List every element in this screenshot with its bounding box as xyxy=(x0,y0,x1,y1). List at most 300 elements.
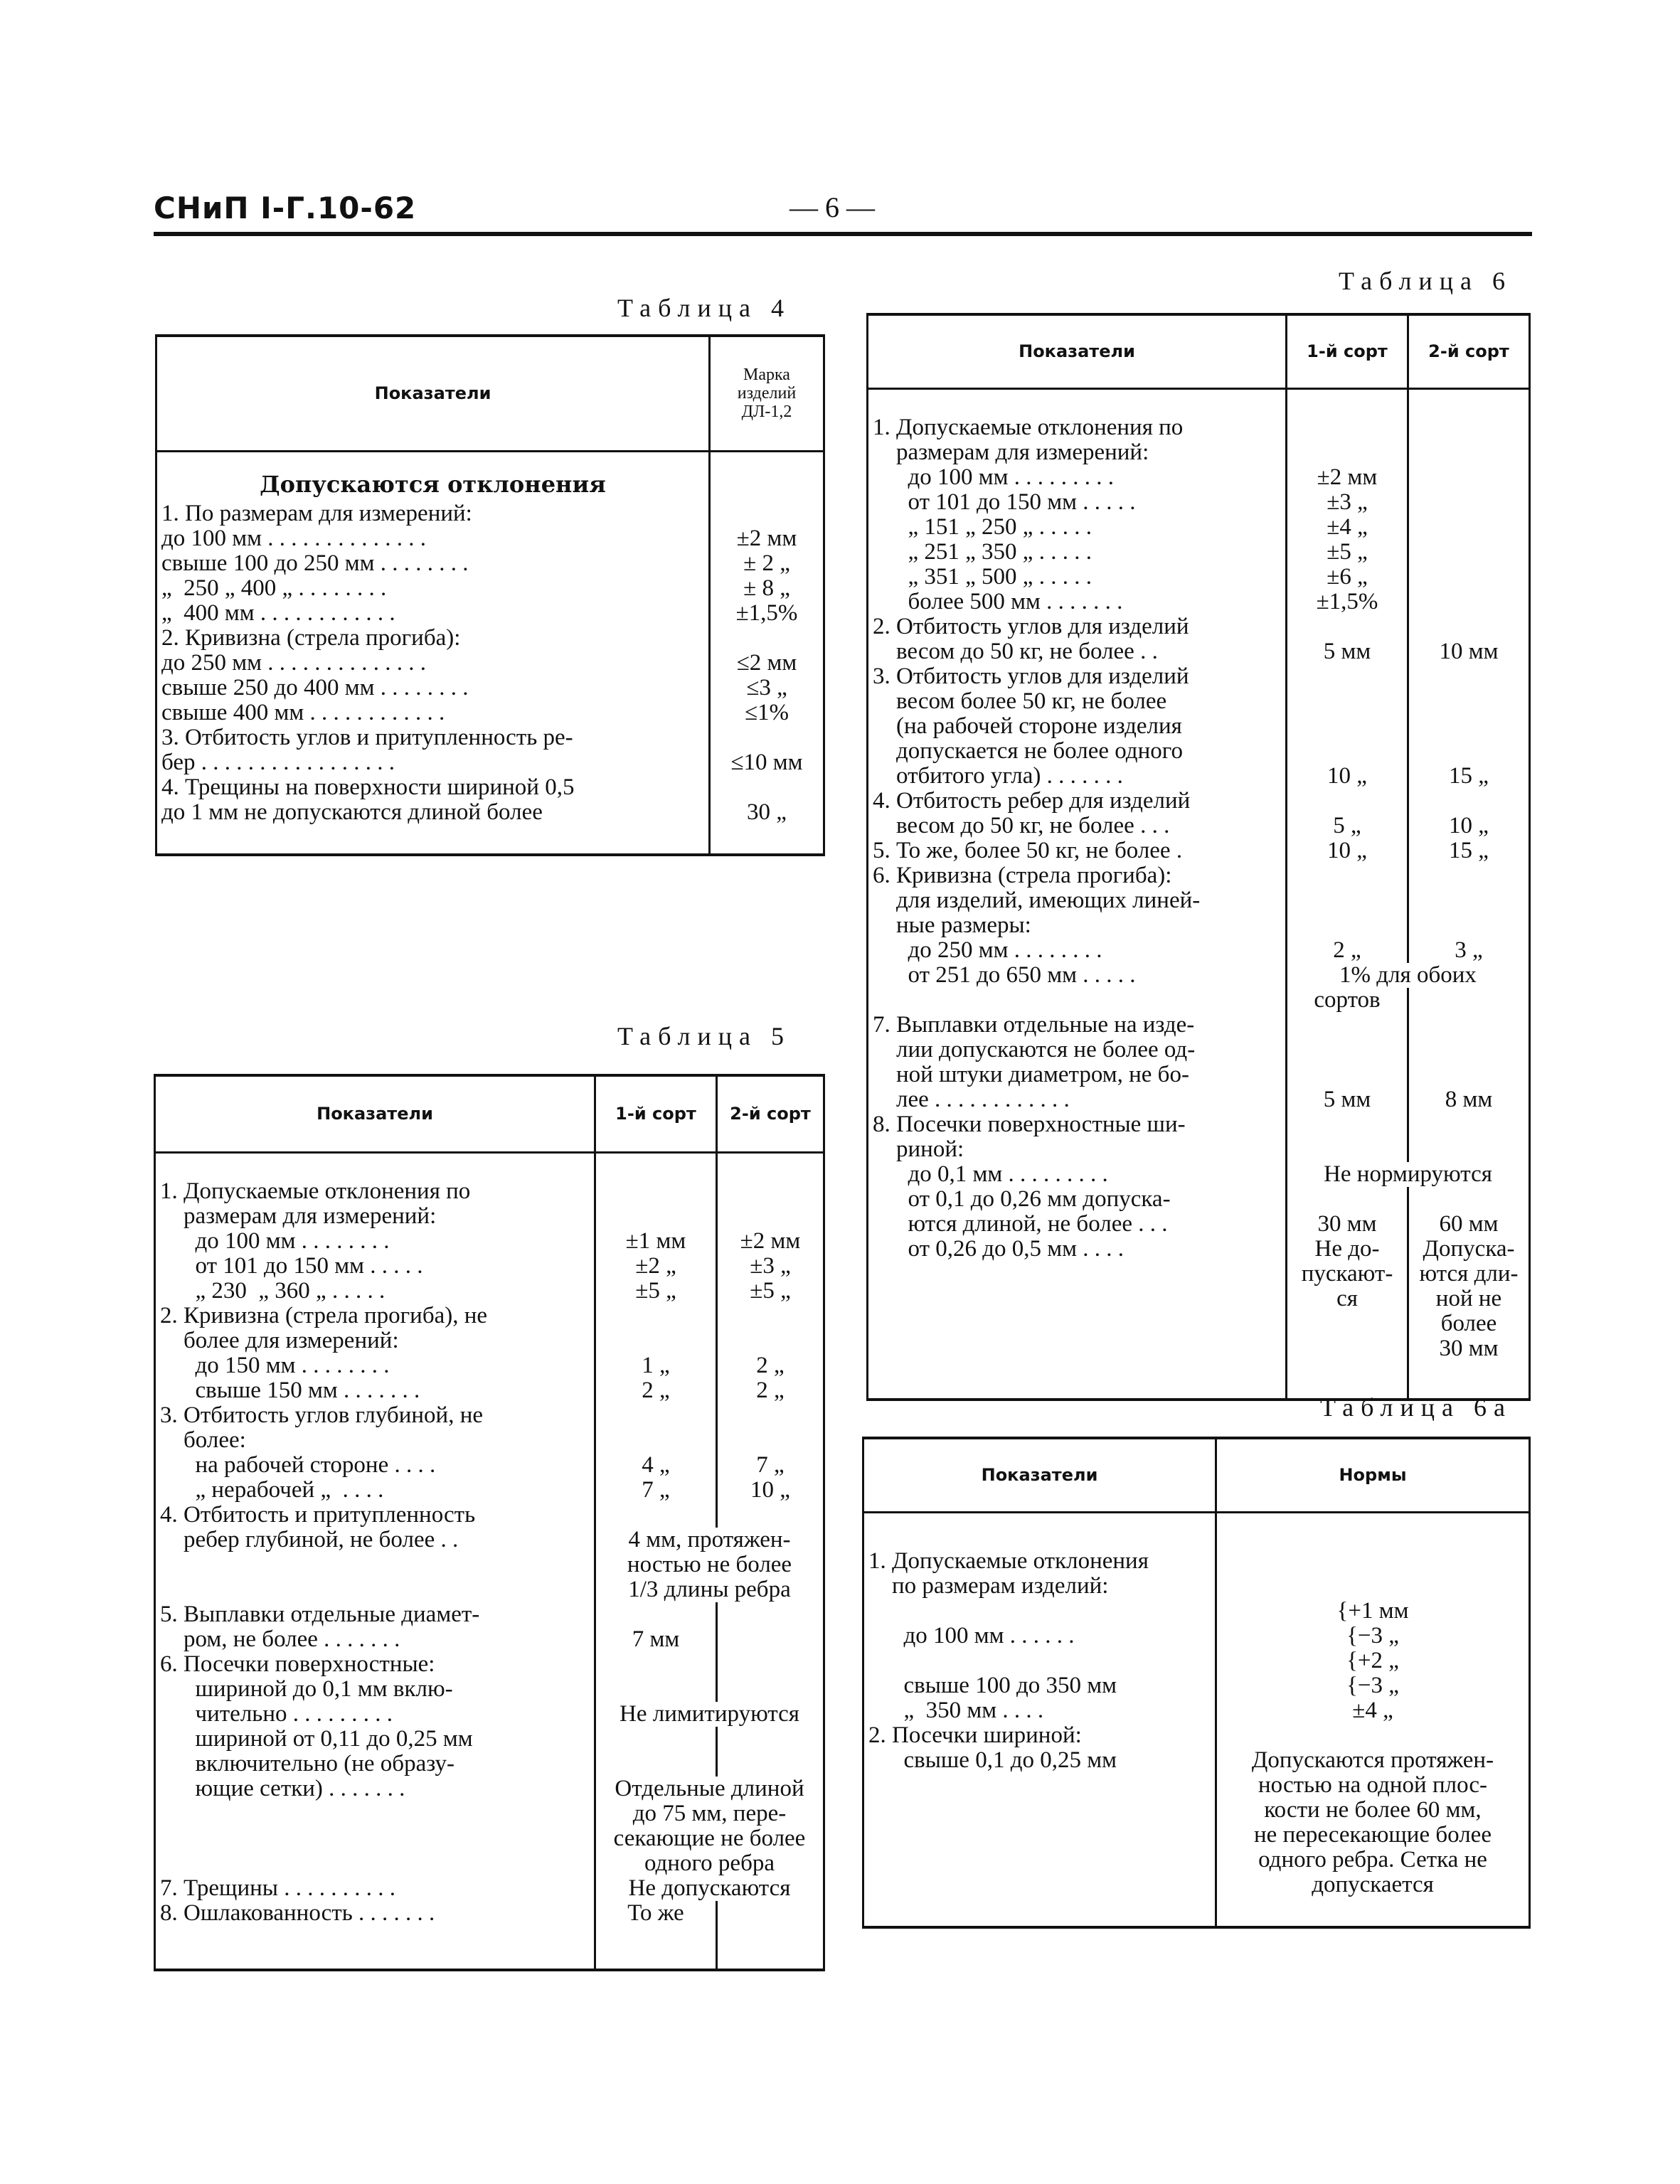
table6-row-label: отбитого угла) . . . . . . . xyxy=(873,762,1123,789)
table4-row-label: свыше 100 до 250 мм . . . . . . . . xyxy=(161,550,469,576)
table6-row-value: ся xyxy=(1287,1287,1408,1311)
table6-row-value xyxy=(1287,739,1408,764)
table6a-row-label xyxy=(863,1873,1216,1897)
table6-row-label: „ 151 „ 250 „ . . . . . xyxy=(873,513,1092,540)
table5-row-value: ±1 мм xyxy=(595,1229,717,1254)
table5-row-value: ±2 „ xyxy=(595,1254,717,1279)
table5-row-value xyxy=(717,1304,824,1328)
table6-caption: Таблица 6 xyxy=(1339,267,1512,295)
table6-row xyxy=(868,764,1530,789)
table6a-row xyxy=(863,1549,1530,1574)
table6-row xyxy=(868,1087,1530,1112)
table6-row-value xyxy=(1408,515,1530,540)
table6-row-label: ются длиной, не более . . . xyxy=(873,1210,1168,1237)
table5-row-value: 4 мм, протяжен- xyxy=(595,1528,824,1552)
table6a-row-value xyxy=(1216,1723,1530,1748)
table5-row-label: от 101 до 150 мм . . . . . xyxy=(160,1252,423,1279)
table6-row-value xyxy=(1287,888,1408,913)
table6a-row xyxy=(863,1599,1530,1624)
table6-row xyxy=(868,1038,1530,1062)
table5-row-value xyxy=(595,1304,717,1328)
table6-row xyxy=(868,814,1530,838)
table6-row-label: от 251 до 650 мм . . . . . xyxy=(873,962,1136,988)
table6-row-label: „ 251 „ 350 „ . . . . . xyxy=(873,538,1092,565)
table5-body xyxy=(155,1179,824,1926)
table6a xyxy=(862,1437,1531,1929)
table6a-row-label: свыше 100 до 350 мм xyxy=(868,1672,1117,1698)
table6-row-value: 30 мм xyxy=(1287,1212,1408,1237)
table6-row-label: ной штуки диаметром, не бо- xyxy=(873,1061,1189,1087)
table6-row xyxy=(868,515,1530,540)
table5-row-value xyxy=(717,1204,824,1229)
table5-row-label xyxy=(155,1826,595,1851)
table6-row xyxy=(868,639,1530,664)
table4-row xyxy=(156,501,824,526)
page-number: — 6 — xyxy=(790,191,875,223)
table4-section-title: Допускаются отклонения xyxy=(260,470,606,498)
table5-row-label: свыше 150 мм . . . . . . . xyxy=(160,1377,420,1403)
table6-row-value: Допуска- xyxy=(1408,1237,1530,1262)
table6-row xyxy=(868,565,1530,590)
table6-row-value xyxy=(1287,913,1408,938)
table6-row xyxy=(868,540,1530,565)
table6 xyxy=(866,313,1531,1401)
table6-row-value: 8 мм xyxy=(1408,1087,1530,1112)
table6a-row-label: по размерам изделий: xyxy=(868,1572,1109,1599)
table4-row xyxy=(156,800,824,825)
table6-row-label: 8. Посечки поверхностные ши- xyxy=(873,1111,1186,1137)
table5-row-label: 2. Кривизна (стрела прогиба), не xyxy=(160,1302,488,1328)
table4-body xyxy=(156,501,824,825)
table5-row-value xyxy=(717,1403,824,1428)
table5-row-label: включительно (не образу- xyxy=(160,1750,455,1777)
table6a-header-indicators: Показатели xyxy=(863,1438,1216,1512)
table5-row-value: 7 „ xyxy=(595,1478,717,1503)
table4-row-label: до 1 мм не допускаются длиной более xyxy=(161,799,543,825)
table4-row xyxy=(156,526,824,551)
table5-row-value: Не допускаются xyxy=(595,1876,824,1901)
table6-row-value: 2 „ xyxy=(1287,938,1408,963)
table5-row xyxy=(155,1777,824,1801)
table6a-row xyxy=(863,1773,1530,1798)
table5-row xyxy=(155,1204,824,1229)
table5-row xyxy=(155,1851,824,1876)
table6-row-value: ются дли- xyxy=(1408,1262,1530,1287)
table6-row-label xyxy=(868,988,1287,1013)
table6a-row-label xyxy=(863,1773,1216,1798)
table6-row-value xyxy=(1408,1137,1530,1162)
table5-row-value: секающие не более xyxy=(595,1826,824,1851)
table5-row-label: на рабочей стороне . . . . xyxy=(160,1451,436,1478)
table5-row xyxy=(155,1279,824,1304)
table4-row-label: „ 250 „ 400 „ . . . . . . . . xyxy=(161,575,387,601)
table5-header-grade1: 1-й сорт xyxy=(595,1075,717,1152)
table6-row-value: ±5 „ xyxy=(1287,540,1408,565)
table6-row xyxy=(868,1212,1530,1237)
table6-row-label xyxy=(868,1287,1287,1311)
table5-row xyxy=(155,1378,824,1403)
table6-row-value xyxy=(1287,1187,1408,1212)
table4-row-label: бер . . . . . . . . . . . . . . . . . xyxy=(161,749,395,775)
table5-row-label: 5. Выплавки отдельные диамет- xyxy=(160,1601,480,1627)
table4 xyxy=(155,334,825,856)
table6-row-value xyxy=(1408,540,1530,565)
table6-row-value xyxy=(1287,1112,1408,1137)
table6a-row xyxy=(863,1673,1530,1698)
table6a-row-value: ±4 „ xyxy=(1216,1698,1530,1723)
table6-row-value: 10 „ xyxy=(1287,764,1408,789)
document-code: СНиП I-Г.10-62 xyxy=(154,191,417,225)
table5-row-value: Не лимитируются xyxy=(595,1702,824,1727)
table6-row xyxy=(868,1262,1530,1287)
table5-row-value: ±3 „ xyxy=(717,1254,824,1279)
table6-row-label: от 101 до 150 мм . . . . . xyxy=(873,489,1136,515)
table6-row-label: весом до 50 кг, не более . . . xyxy=(873,812,1170,838)
table6-row xyxy=(868,1187,1530,1212)
table6-row-value xyxy=(1408,739,1530,764)
table6-row-value xyxy=(1408,664,1530,689)
table6-row xyxy=(868,590,1530,614)
table6-row-value: ±3 „ xyxy=(1287,490,1408,515)
table6-row-label: более 500 мм . . . . . . . xyxy=(873,588,1123,614)
table6-row-label: до 0,1 мм . . . . . . . . . xyxy=(873,1161,1108,1187)
table6-row xyxy=(868,838,1530,863)
table4-row-value: ≤3 „ xyxy=(710,676,824,701)
table5-row-label: до 150 мм . . . . . . . . xyxy=(160,1352,390,1378)
table5-row xyxy=(155,1702,824,1727)
table6-row-value xyxy=(1408,490,1530,515)
table5-row xyxy=(155,1752,824,1777)
table4-row-label: 2. Кривизна (стрела прогиба): xyxy=(161,624,461,651)
table6-row-label: размерам для измерений: xyxy=(873,439,1149,465)
table5-row-value xyxy=(595,1503,717,1528)
header-rule xyxy=(154,232,1532,236)
table4-row-value xyxy=(710,775,824,800)
table5-row-value xyxy=(717,1727,824,1752)
table6-row-value: сортов xyxy=(1287,988,1408,1013)
table5-row-label: 6. Посечки поверхностные: xyxy=(160,1651,435,1677)
table5-row xyxy=(155,1503,824,1528)
table6-row xyxy=(868,1311,1530,1336)
table6a-row-value: допускается xyxy=(1216,1873,1530,1897)
table6-row-label: до 250 мм . . . . . . . . xyxy=(873,937,1102,963)
table6a-row-value: не пересекающие более xyxy=(1216,1823,1530,1848)
table6-row-value xyxy=(1408,1038,1530,1062)
table5-row-label: 7. Трещины . . . . . . . . . . xyxy=(160,1875,395,1901)
table6-row xyxy=(868,913,1530,938)
table5-row-value: 1/3 длины ребра xyxy=(595,1577,824,1602)
table6-row-value: 10 „ xyxy=(1408,814,1530,838)
table6-row-value xyxy=(1408,689,1530,714)
table5-row-value xyxy=(595,1328,717,1353)
table5-row-value: То же xyxy=(595,1901,717,1926)
table6a-row xyxy=(863,1798,1530,1823)
table4-row xyxy=(156,626,824,651)
table5-row xyxy=(155,1727,824,1752)
table6-row-value: Не нормируются xyxy=(1287,1162,1530,1187)
table6a-row-label xyxy=(863,1848,1216,1873)
table5-row-value: Отдельные длиной xyxy=(595,1777,824,1801)
table6-row xyxy=(868,664,1530,689)
table4-row xyxy=(156,701,824,725)
table5-row-value xyxy=(595,1204,717,1229)
table6a-row xyxy=(863,1748,1530,1773)
table6-row xyxy=(868,1287,1530,1311)
table6-row-label xyxy=(868,1262,1287,1287)
table5-row-value xyxy=(717,1627,824,1652)
table6-row-label: 3. Отбитость углов для изделий xyxy=(873,663,1189,689)
table4-row-value: ≤1% xyxy=(710,701,824,725)
table6-row-label: 6. Кривизна (стрела прогиба): xyxy=(873,862,1172,888)
table6-row-value xyxy=(1408,565,1530,590)
table4-row xyxy=(156,775,824,800)
table6-row-value xyxy=(1408,590,1530,614)
table6a-row-value: {−3 „ xyxy=(1216,1624,1530,1648)
table6a-row-label xyxy=(863,1599,1216,1624)
table5-row xyxy=(155,1428,824,1453)
table5-caption: Таблица 5 xyxy=(617,1022,791,1050)
table6-row xyxy=(868,465,1530,490)
table6a-row xyxy=(863,1723,1530,1748)
table4-row-label: 4. Трещины на поверхности шириной 0,5 xyxy=(161,774,575,800)
table6-row-value xyxy=(1287,1311,1408,1336)
table6-row-value: более xyxy=(1408,1311,1530,1336)
table4-row-label: 1. По размерам для измерений: xyxy=(161,500,472,526)
table6-row-value: 1% для обоих xyxy=(1287,963,1530,988)
table6-row-label xyxy=(868,1311,1287,1336)
table5-row xyxy=(155,1826,824,1851)
table6-row-label: 2. Отбитость углов для изделий xyxy=(873,613,1189,639)
table6a-row-label: 2. Посечки шириной: xyxy=(868,1722,1082,1748)
table6-row xyxy=(868,1137,1530,1162)
table6a-header-norms: Нормы xyxy=(1216,1438,1530,1512)
table6-row-value xyxy=(1287,664,1408,689)
table6-row-value xyxy=(1408,1062,1530,1087)
table6-row xyxy=(868,714,1530,739)
table6-row-label: (на рабочей стороне изделия xyxy=(873,713,1182,739)
table6a-row-label: 1. Допускаемые отклонения xyxy=(868,1548,1149,1574)
table6-row xyxy=(868,789,1530,814)
table6-row-label: 4. Отбитость ребер для изделий xyxy=(873,787,1191,814)
table6-row xyxy=(868,440,1530,465)
table5-header-grade2: 2-й сорт xyxy=(717,1075,824,1152)
table5-row-label: 1. Допускаемые отклонения по xyxy=(160,1178,471,1204)
table5-row-value: 2 „ xyxy=(595,1378,717,1403)
table6-row-label: „ 351 „ 500 „ . . . . . xyxy=(873,563,1092,590)
table6-header-grade2: 2-й сорт xyxy=(1408,314,1530,388)
table6-row-value: 60 мм xyxy=(1408,1212,1530,1237)
table5-row-label xyxy=(155,1577,595,1602)
table6-row-value xyxy=(1408,888,1530,913)
table4-row xyxy=(156,601,824,626)
table5-row xyxy=(155,1876,824,1901)
table5-row-label xyxy=(155,1851,595,1876)
table6-row-value: 5 мм xyxy=(1287,639,1408,664)
table4-row xyxy=(156,551,824,576)
table6-row-value xyxy=(1408,1187,1530,1212)
table6-row-value xyxy=(1287,863,1408,888)
table6-row xyxy=(868,1336,1530,1361)
table5-row-label: размерам для измерений: xyxy=(160,1203,437,1229)
table6-row xyxy=(868,739,1530,764)
table6-row-value xyxy=(1408,415,1530,440)
table6a-row-label xyxy=(863,1798,1216,1823)
table6-row-value xyxy=(1287,614,1408,639)
table6a-row-value: {+1 мм xyxy=(1216,1599,1530,1624)
table4-row-value: ±2 мм xyxy=(710,526,824,551)
table6-row-label: весом более 50 кг, не более xyxy=(873,688,1167,714)
table4-row-label: до 250 мм . . . . . . . . . . . . . . xyxy=(161,649,427,676)
table6-row-value xyxy=(1287,689,1408,714)
table6-row-value: ±2 мм xyxy=(1287,465,1408,490)
table6-row xyxy=(868,963,1530,988)
table6-row-value xyxy=(1287,1038,1408,1062)
table6-row-value xyxy=(1408,1112,1530,1137)
table5-row-value: ±5 „ xyxy=(595,1279,717,1304)
table6-row-value xyxy=(1287,415,1408,440)
table6-row-label: лее . . . . . . . . . . . . xyxy=(873,1086,1070,1112)
table6a-row xyxy=(863,1648,1530,1673)
table5-row-value xyxy=(595,1652,717,1677)
table6a-row xyxy=(863,1823,1530,1848)
table5-row-label: ющие сетки) . . . . . . . xyxy=(160,1775,405,1801)
table5-row-value xyxy=(717,1602,824,1627)
table5-header-indicators: Показатели xyxy=(155,1075,595,1152)
table6-row xyxy=(868,614,1530,639)
table4-row-label: свыше 400 мм . . . . . . . . . . . . xyxy=(161,699,445,725)
table5-row xyxy=(155,1677,824,1702)
table4-row-value: ± 2 „ xyxy=(710,551,824,576)
table6-row-label: ные размеры: xyxy=(873,912,1031,938)
table6-row-value: 5 мм xyxy=(1287,1087,1408,1112)
table4-row-label: „ 400 мм . . . . . . . . . . . . xyxy=(161,600,395,626)
table6-row xyxy=(868,1062,1530,1087)
table6-row-value xyxy=(1287,1336,1408,1361)
table6-row-label: от 0,1 до 0,26 мм допуска- xyxy=(873,1186,1171,1212)
table6-body xyxy=(868,415,1530,1361)
table5-row-label: ром, не более . . . . . . . xyxy=(160,1626,400,1652)
table6-row-label: для изделий, имеющих линей- xyxy=(873,887,1201,913)
table6-row-value xyxy=(1408,440,1530,465)
table5-row-label: чительно . . . . . . . . . xyxy=(160,1700,393,1727)
table4-row-value: 30 „ xyxy=(710,800,824,825)
table4-row-value: ± 8 „ xyxy=(710,576,824,601)
table6-header-grade1: 1-й сорт xyxy=(1287,314,1408,388)
table4-row-value: ±1,5% xyxy=(710,601,824,626)
table6a-row xyxy=(863,1873,1530,1897)
table5-row-value: ±2 мм xyxy=(717,1229,824,1254)
table5-row-value xyxy=(717,1428,824,1453)
table6-row-value xyxy=(1408,1013,1530,1038)
table5-row xyxy=(155,1652,824,1677)
table5-row xyxy=(155,1602,824,1627)
table6-row xyxy=(868,1162,1530,1187)
table5-row-value xyxy=(717,1652,824,1677)
table5-row-label: 8. Ошлакованность . . . . . . . xyxy=(160,1900,435,1926)
table5-row-label: ребер глубиной, не более . . xyxy=(160,1526,459,1552)
table6a-body xyxy=(863,1549,1530,1897)
table5-row-label: „ 230 „ 360 „ . . . . . xyxy=(160,1277,386,1304)
table6-row xyxy=(868,490,1530,515)
table6-row-label xyxy=(868,1336,1287,1361)
table6-row xyxy=(868,689,1530,714)
table6a-row xyxy=(863,1624,1530,1648)
table5-row-value xyxy=(717,1328,824,1353)
table5-row xyxy=(155,1353,824,1378)
table5-row-value: одного ребра xyxy=(595,1851,824,1876)
table5-row-label: более: xyxy=(160,1427,246,1453)
table6a-row-label xyxy=(863,1648,1216,1673)
table5-row-label: „ нерабочей „ . . . . xyxy=(160,1476,384,1503)
table4-row-value xyxy=(710,501,824,526)
table5-row-value xyxy=(595,1403,717,1428)
table6-row-value: ной не xyxy=(1408,1287,1530,1311)
table6-row xyxy=(868,938,1530,963)
table6a-row xyxy=(863,1848,1530,1873)
table6-row-value: 15 „ xyxy=(1408,838,1530,863)
table5-row-value xyxy=(595,1752,717,1777)
table6-row-label: до 100 мм . . . . . . . . . xyxy=(873,464,1115,490)
table5-row-value: 10 „ xyxy=(717,1478,824,1503)
table5-row-value: ±5 „ xyxy=(717,1279,824,1304)
table6a-row-value: кости не более 60 мм, xyxy=(1216,1798,1530,1823)
table5-row xyxy=(155,1552,824,1577)
table6-row-value: Не до- xyxy=(1287,1237,1408,1262)
table6-header-indicators: Показатели xyxy=(868,314,1287,388)
table5 xyxy=(154,1074,825,1971)
table5-row-value: 7 „ xyxy=(717,1453,824,1478)
table5-row-value: 4 „ xyxy=(595,1453,717,1478)
table6-row-label: от 0,26 до 0,5 мм . . . . xyxy=(873,1235,1125,1262)
table5-row-label: 3. Отбитость углов глубиной, не xyxy=(160,1402,484,1428)
table6a-row-value: Допускаются протяжен- xyxy=(1216,1748,1530,1773)
table6-row-value: ±6 „ xyxy=(1287,565,1408,590)
table6-row-value xyxy=(1408,789,1530,814)
table6-row-value: 15 „ xyxy=(1408,764,1530,789)
table4-row xyxy=(156,725,824,750)
table5-row-value xyxy=(717,1503,824,1528)
table5-row xyxy=(155,1453,824,1478)
table5-row-value: ностью не более xyxy=(595,1552,824,1577)
table6a-row-label xyxy=(863,1823,1216,1848)
table5-row-value xyxy=(595,1727,717,1752)
table6-row-label: риной: xyxy=(873,1136,964,1162)
table6-row-value xyxy=(1408,988,1530,1013)
table5-row-label xyxy=(155,1801,595,1826)
table6-row-value: ±1,5% xyxy=(1287,590,1408,614)
table6a-row xyxy=(863,1698,1530,1723)
table5-row-value: 1 „ xyxy=(595,1353,717,1378)
table5-row xyxy=(155,1801,824,1826)
table4-row-value xyxy=(710,725,824,750)
table5-row xyxy=(155,1304,824,1328)
table6-row xyxy=(868,863,1530,888)
table4-row xyxy=(156,676,824,701)
table6a-row-label: до 100 мм . . . . . . xyxy=(868,1622,1075,1648)
table5-row xyxy=(155,1901,824,1926)
table5-row-label: более для измерений: xyxy=(160,1327,399,1353)
table6-row-value xyxy=(1287,440,1408,465)
table4-row xyxy=(156,651,824,676)
table6-row-value: 30 мм xyxy=(1408,1336,1530,1361)
table6-row-value xyxy=(1287,1062,1408,1087)
table6-row-value xyxy=(1287,1013,1408,1038)
table6-row-value xyxy=(1408,714,1530,739)
table6a-row-label: свыше 0,1 до 0,25 мм xyxy=(868,1747,1117,1773)
table6-row-value xyxy=(1408,614,1530,639)
table6-row-value xyxy=(1408,913,1530,938)
table6-row-value: ±4 „ xyxy=(1287,515,1408,540)
